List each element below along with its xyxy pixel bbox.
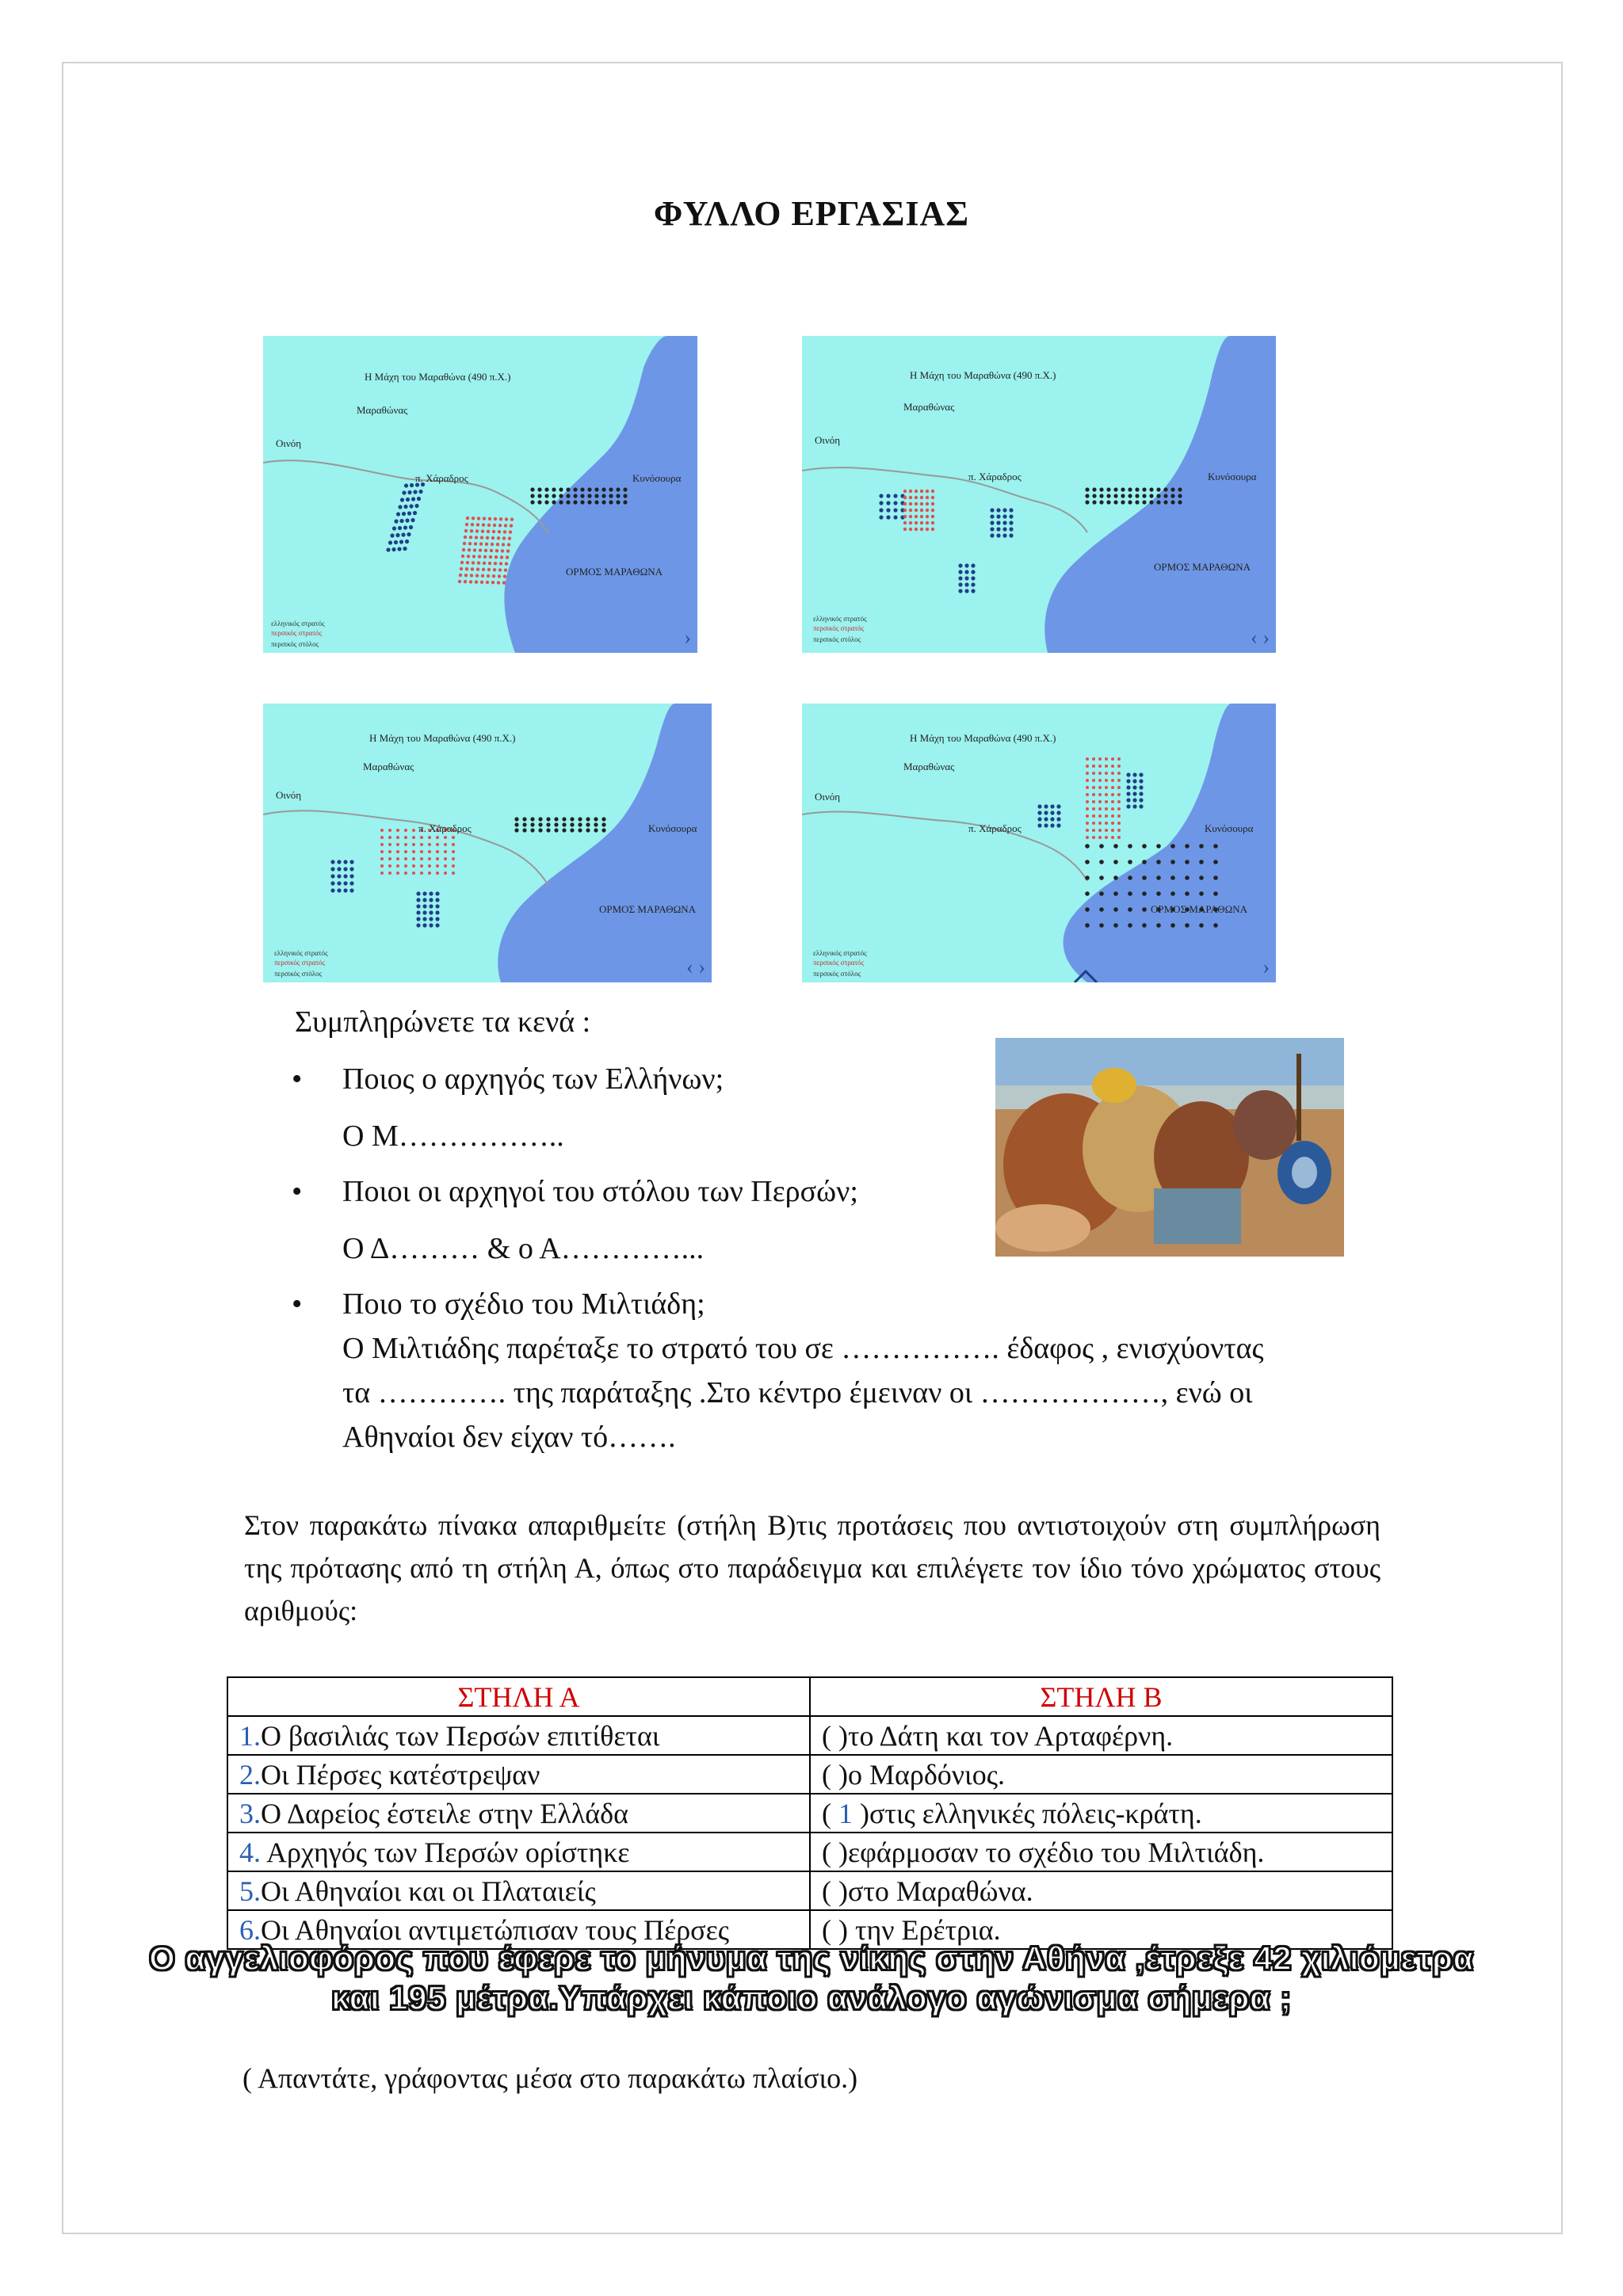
persian-fleet xyxy=(514,817,605,832)
map-label-kynosoura: Κυνόσουρα xyxy=(648,822,697,834)
legend-greek: ελληνικός στρατός xyxy=(813,949,867,957)
map-title: Η Μάχη του Μαραθώνα (490 π.Χ.) xyxy=(365,371,511,383)
answer-3-line-2: τα …………. της παράταξης .Στο κέντρο έμειναν οι ………………, ενώ οι xyxy=(342,1376,1253,1409)
map-nav-arrows[interactable]: › xyxy=(1262,955,1270,978)
battle-painting xyxy=(995,1038,1344,1257)
column-a-text: Αρχηγός των Περσών ορίστηκε xyxy=(261,1836,630,1868)
row-number: 6. xyxy=(239,1913,261,1946)
battle-map-4 xyxy=(802,704,1276,982)
greek-army xyxy=(386,482,425,552)
messenger-question-line-1: Ο αγγελιοφόρος που έφερε το μήνυμα της νίκης στην Αθήνα ,έτρεξε 42 χιλιόμετρα xyxy=(149,1939,1474,1977)
row-number: 5. xyxy=(239,1875,261,1907)
greek-army-center xyxy=(416,891,439,927)
map-label-oinoi: Οινόη xyxy=(276,437,302,449)
legend-greek: ελληνικός στρατός xyxy=(274,949,328,957)
column-a-text: Ο βασιλιάς των Περσών επιτίθεται xyxy=(261,1719,660,1752)
table-row xyxy=(227,1716,1392,1755)
map-title: Η Μάχη του Μαραθώνα (490 π.Χ.) xyxy=(910,369,1056,381)
greek-army-left xyxy=(958,563,975,593)
greek-army-right xyxy=(1126,772,1143,808)
column-b-cell[interactable] xyxy=(810,1871,1392,1910)
row-number: 1. xyxy=(239,1719,261,1752)
table-header-row xyxy=(227,1677,1392,1716)
column-a-cell xyxy=(227,1716,810,1755)
answer-parenthesis[interactable]: ( ) xyxy=(822,1719,848,1752)
map-3-terrain xyxy=(263,704,712,982)
answer-parenthesis[interactable]: ( xyxy=(822,1797,838,1829)
map-4-terrain xyxy=(802,704,1276,982)
map-nav-arrows[interactable]: › xyxy=(684,626,691,649)
column-a-cell xyxy=(227,1794,810,1833)
column-a-cell xyxy=(227,1755,810,1794)
map-title: Η Μάχη του Μαραθώνα (490 π.Χ.) xyxy=(910,732,1056,744)
row-number: 4. xyxy=(239,1836,261,1868)
map-1-terrain xyxy=(263,336,697,653)
persian-fleet xyxy=(1085,487,1182,504)
persian-army xyxy=(380,829,455,875)
table-row xyxy=(227,1794,1392,1833)
map-label-bay: ΟΡΜΟΣ ΜΑΡΑΘΩΝΑ xyxy=(1151,903,1248,915)
question-2: Ποιοι οι αρχηγοί του στόλου των Περσών; xyxy=(342,1175,858,1208)
map-label-river: π. Χάραδρος xyxy=(415,472,468,484)
map-label-bay: ΟΡΜΟΣ ΜΑΡΑΘΩΝΑ xyxy=(1154,561,1251,573)
battle-map-3 xyxy=(263,704,712,982)
map-label-kynosoura: Κυνόσουρα xyxy=(632,472,682,484)
answer-prompt: ( Απαντάτε, γράφοντας μέσα στο παρακάτω πλαίσιο.) xyxy=(242,2062,858,2094)
column-b-cell[interactable] xyxy=(810,1833,1392,1871)
table-row xyxy=(227,1755,1392,1794)
answer-parenthesis[interactable]: ( ) xyxy=(822,1836,848,1868)
persian-army xyxy=(458,517,514,585)
column-b-text: εφάρμοσαν το σχέδιο του Μιλτιάδη. xyxy=(847,1836,1265,1868)
row-number: 2. xyxy=(239,1758,261,1791)
column-a-text: Οι Αθηναίοι και οι Πλαταιείς xyxy=(261,1875,596,1907)
answer-number: 1 xyxy=(838,1797,853,1829)
map-label-marathon: Μαραθώνας xyxy=(903,761,955,772)
column-b-text: ο Μαρδόνιος. xyxy=(847,1758,1006,1791)
fill-blanks-heading: Συμπληρώνετε τα κενά : xyxy=(295,1005,591,1039)
column-b-cell[interactable] xyxy=(810,1716,1392,1755)
persian-army xyxy=(1086,757,1121,839)
column-a-header: ΣΤΗΛΗ Α xyxy=(227,1677,810,1716)
column-a-text: Οι Πέρσες κατέστρεψαν xyxy=(261,1758,540,1791)
map-label-bay: ΟΡΜΟΣ ΜΑΡΑΘΩΝΑ xyxy=(566,566,663,578)
column-a-text: Ο Δαρείος έστειλε στην Ελλάδα xyxy=(261,1797,628,1829)
bullet: • xyxy=(292,1062,303,1096)
greek-army xyxy=(879,494,904,519)
map-label-marathon: Μαραθώνας xyxy=(357,404,408,416)
page-title: ΦΥΛΛΟ ΕΡΓΑΣΙΑΣ xyxy=(653,194,970,233)
row-number: 3. xyxy=(239,1797,261,1829)
column-a-text: Οι Αθηναίοι αντιμετώπισαν τους Πέρσες xyxy=(261,1913,729,1946)
table-row xyxy=(227,1871,1392,1910)
messenger-question-line-2: και 195 μέτρα.Υπάρχει κάποιο ανάλογο αγώνισμα σήμερα ; xyxy=(331,1979,1292,2016)
map-label-bay: ΟΡΜΟΣ ΜΑΡΑΘΩΝΑ xyxy=(599,903,697,915)
matching-table xyxy=(227,1676,1393,1950)
map-label-marathon: Μαραθώνας xyxy=(363,761,414,772)
answer-parenthesis[interactable]: ( ) xyxy=(822,1758,848,1791)
legend-greek: ελληνικός στρατός xyxy=(271,620,325,627)
map-label-river: π. Χάραδρος xyxy=(418,822,472,834)
question-1: Ποιος ο αρχηγός των Ελλήνων; xyxy=(342,1062,724,1096)
table-row xyxy=(227,1833,1392,1871)
column-b-text: το Δάτη και τον Αρταφέρνη. xyxy=(847,1719,1174,1752)
legend-greek: ελληνικός στρατός xyxy=(813,615,867,623)
map-label-kynosoura: Κυνόσουρα xyxy=(1205,822,1254,834)
map-nav-arrows[interactable]: ‹ › xyxy=(686,955,705,978)
legend-persian-fleet: περσικός στόλος xyxy=(271,640,319,648)
map-label-oinoi: Οινόη xyxy=(815,434,841,446)
column-b-cell[interactable] xyxy=(810,1794,1392,1833)
map-title: Η Μάχη του Μαραθώνα (490 π.Χ.) xyxy=(369,732,516,744)
instructions-paragraph: Στον παρακάτω πίνακα απαριθμείτε (στήλη Β)τις προτάσεις που αντιστοιχούν στη συμπλήρωση της πρότασης από τη στήλη Α, όπως στο παράδειγμα και επιλέγετε τον ίδιο τόνο χρώματος στους αριθμούς: xyxy=(244,1509,1381,1627)
legend-persian-fleet: περσικός στόλος xyxy=(274,970,323,978)
column-a-cell xyxy=(227,1871,810,1910)
column-b-text: στο Μαραθώνα. xyxy=(847,1875,1033,1907)
greek-army xyxy=(1037,804,1060,827)
legend-persian-fleet: περσικός στόλος xyxy=(813,635,861,643)
column-b-text: την Ερέτρια. xyxy=(847,1913,1001,1946)
battle-map-2 xyxy=(802,336,1276,653)
greek-army-flank xyxy=(990,508,1013,537)
column-b-cell[interactable] xyxy=(810,1755,1392,1794)
map-label-river: π. Χάραδρος xyxy=(968,822,1022,834)
answer-1: Ο Μ…………….. xyxy=(342,1119,564,1153)
map-label-oinoi: Οινόη xyxy=(276,789,302,801)
answer-2: Ο Δ……… & ο Α…………... xyxy=(342,1232,705,1265)
legend-persian-fleet: περσικός στόλος xyxy=(813,970,861,978)
map-label-kynosoura: Κυνόσουρα xyxy=(1208,471,1257,482)
bullet: • xyxy=(292,1175,303,1208)
legend-persian-army: περσικός στρατός xyxy=(274,959,326,967)
answer-parenthesis[interactable]: ( ) xyxy=(822,1875,848,1907)
column-a-cell xyxy=(227,1833,810,1871)
persian-army xyxy=(903,490,934,531)
map-2-terrain xyxy=(802,336,1276,653)
answer-3-line-3: Αθηναίοι δεν είχαν τό……. xyxy=(342,1421,676,1454)
bullet: • xyxy=(292,1287,303,1321)
battle-map-1 xyxy=(263,336,697,653)
column-b-header: ΣΤΗΛΗ Β xyxy=(810,1677,1392,1716)
map-label-marathon: Μαραθώνας xyxy=(903,401,955,413)
legend-persian-army: περσικός στρατός xyxy=(813,624,865,632)
legend-persian-army: περσικός στρατός xyxy=(271,629,323,637)
map-label-river: π. Χάραδρος xyxy=(968,471,1022,482)
column-b-text: )στις ελληνικές πόλεις-κράτη. xyxy=(853,1797,1202,1829)
map-label-oinoi: Οινόη xyxy=(815,791,841,803)
answer-parenthesis[interactable]: ( ) xyxy=(822,1913,848,1946)
map-nav-arrows[interactable]: ‹ › xyxy=(1251,626,1270,649)
answer-3-line-1: Ο Μιλτιάδης παρέταξε το στρατό του σε ……………. έδαφος , ενισχύοντας xyxy=(342,1332,1264,1365)
question-3: Ποιο το σχέδιο του Μιλτιάδη; xyxy=(342,1287,705,1321)
legend-persian-army: περσικός στρατός xyxy=(813,959,865,967)
greek-army xyxy=(330,860,353,892)
